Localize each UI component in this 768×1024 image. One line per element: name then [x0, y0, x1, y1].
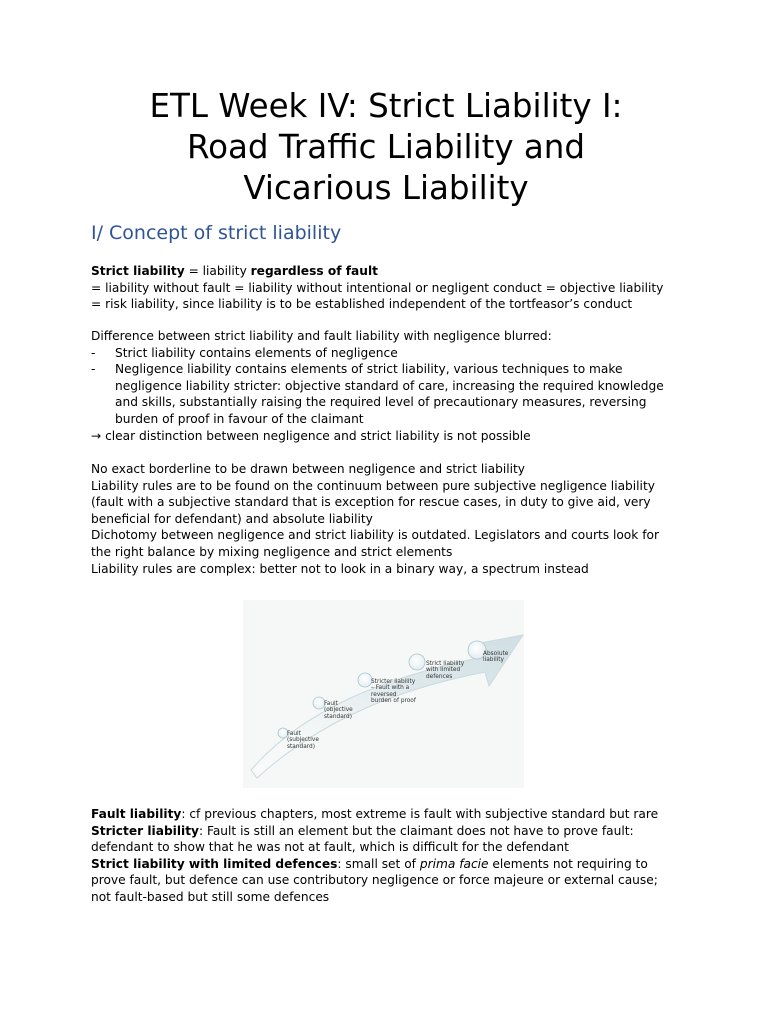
continuum-line: Liability rules are complex: better not to look in a binary way, a spectrum instead — [91, 561, 589, 576]
step-label-absolute: Absolute liability — [483, 651, 509, 664]
bullet-item — [91, 345, 676, 362]
definition-bold-tail: regardless of fault — [250, 264, 378, 278]
definition-synonyms: = liability without fault = liability without intentional or negligent conduct = objective liability = risk liability, since liability is to be established independent of the tortfeasor’s conduct — [91, 280, 664, 312]
definition-fault-text: : cf previous chapters, most extreme is fault with subjective standard but rare — [181, 807, 659, 821]
liability-spectrum-figure — [243, 600, 524, 788]
difference-intro: Difference between strict liability and fault liability with negligence blurred: — [91, 329, 552, 343]
definition-fault — [91, 806, 676, 823]
title-line-1: ETL Week IV: Strict Liability I: — [149, 87, 623, 125]
difference-conclusion: → clear distinction between negligence and strict liability is not possible — [91, 428, 531, 443]
continuum-line: Dichotomy between negligence and strict liability is outdated. Legislators and courts look for the right balance by mixing negligence and strict elements — [91, 528, 659, 559]
bullet-dash: - — [91, 345, 96, 360]
step-label-strict-limited: Strict liability with limited defences — [426, 661, 465, 680]
definition-stricter — [91, 823, 676, 856]
step-label-stricter-liability: Stricter liability – Fault with a reversed burden of proof — [371, 679, 416, 705]
step-circle-strict-limited — [409, 654, 425, 670]
definitions-paragraph — [91, 806, 676, 906]
continuum-line: No exact borderline to be drawn between negligence and strict liability — [91, 462, 526, 476]
bullet-dash: - — [91, 362, 96, 377]
title-line-2: Road Traffic Liability and — [186, 128, 586, 166]
definition-limited-italic: prima facie — [419, 856, 489, 871]
step-circle-stricter-liability — [358, 673, 372, 687]
section-heading: I/ Concept of strict liability — [91, 222, 342, 244]
step-label-fault-subjective: Fault (subjective standard) — [287, 731, 319, 750]
term-limited-defences: Strict liability with limited defences — [91, 856, 338, 871]
step-label-fault-objective: Fault (objective standard) — [324, 701, 353, 720]
definition-stricter-text: : Fault is still an element but the claimant does not have to prove fault: defendant to show that he was not at fault, which is difficult for the defendant — [91, 823, 634, 855]
bullet-text: Strict liability contains elements of negligence — [115, 345, 398, 360]
difference-paragraph — [91, 328, 676, 444]
term-fault-liability: Fault liability — [91, 807, 182, 821]
bullet-item — [91, 361, 676, 427]
definition-line — [91, 263, 676, 280]
definition-limited-text-a: : small set of — [337, 856, 420, 871]
continuum-line: Liability rules are to be found on the continuum between pure subjective negligence liability (fault with a subjective standard that is exception for rescue cases, in duty to give aid, very beneficial for defendant) and absolute liability — [91, 478, 655, 526]
document-title — [91, 86, 681, 209]
definition-paragraph — [91, 263, 676, 313]
definition-limited-text-b: elements not requiring to prove fault, but defence can use contributory negligence or force majeure or external cause; not fault-based but still some defences — [91, 856, 658, 904]
bullet-text: Negligence liability contains elements of strict liability, various techniques to make negligence liability stricter: objective standard of care, increasing the required knowledge and skills, substantially raising the required level of precautionary measures, reversing burden of proof in favour of the claimant — [115, 362, 664, 426]
continuum-paragraph — [91, 461, 676, 577]
title-line-3: Vicarious Liability — [243, 169, 529, 207]
term-stricter-liability: Stricter liability — [91, 823, 199, 838]
definition-limited — [91, 856, 676, 906]
term-strict-liability: Strict liability — [91, 264, 185, 278]
definition-eq: = liability — [184, 264, 251, 278]
